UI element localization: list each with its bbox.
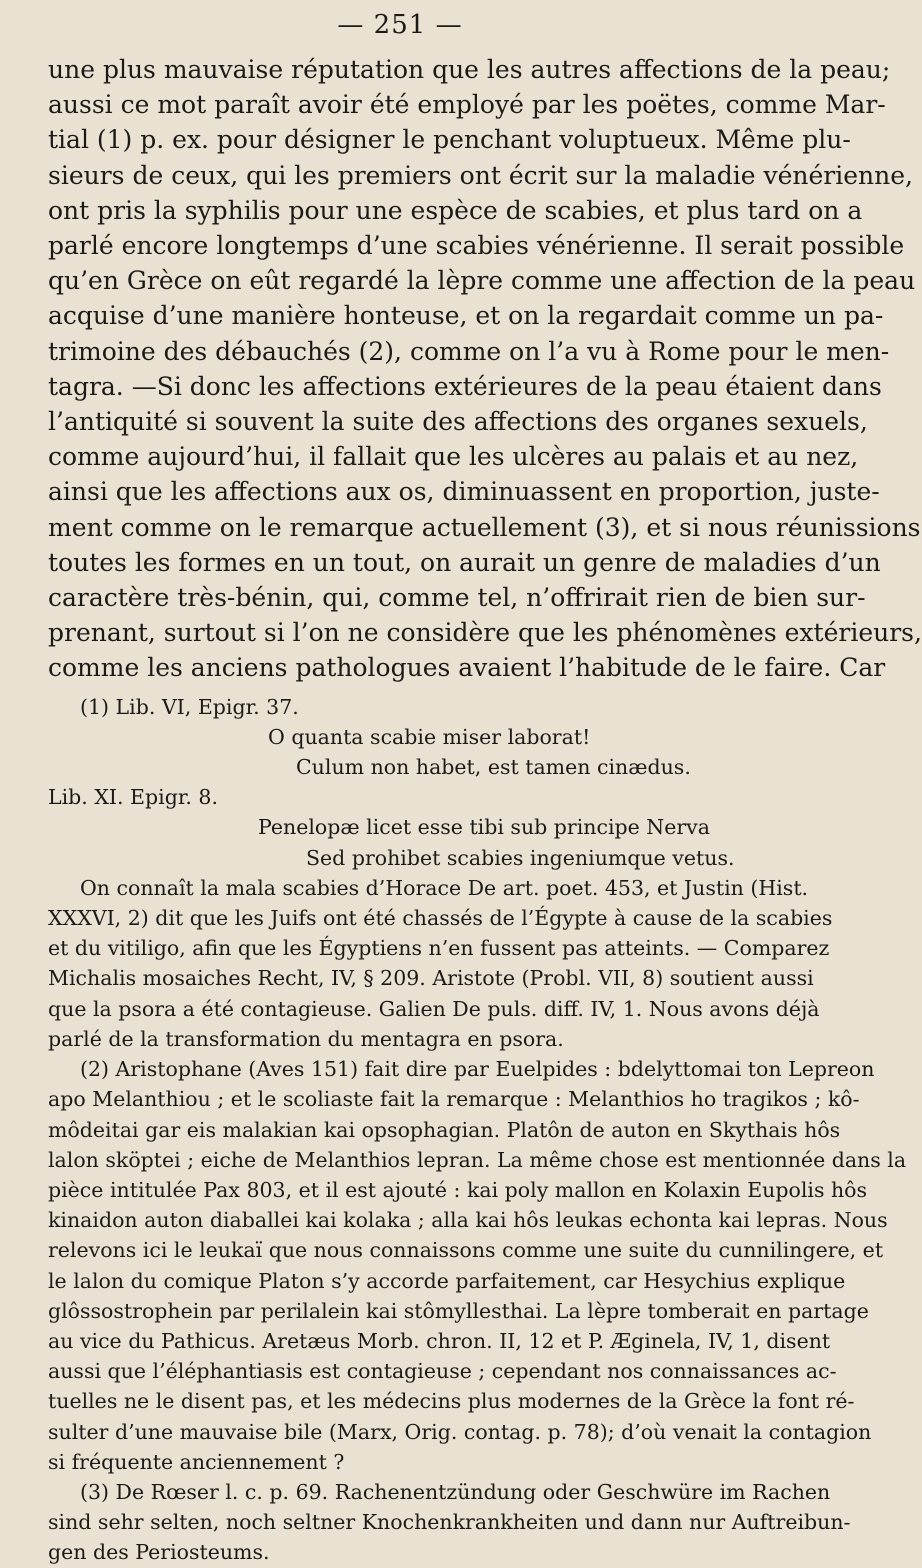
main-line: comme les anciens pathologues avaient l’habitude de le faire. Car bbox=[48, 653, 886, 683]
main-line: caractère très-bénin, qui, comme tel, n’offrirait rien de bien sur- bbox=[48, 583, 866, 613]
main-line: comme aujourd’hui, il fallait que les ulcères au palais et au nez, bbox=[48, 442, 859, 472]
footnote-2-line: sulter d’une mauvaise bile (Marx, Orig. contag. p. 78); d’où venait la contagion bbox=[48, 1419, 872, 1444]
footnote-1-verse: Penelopæ licet esse tibi sub principe Nerva bbox=[258, 815, 710, 840]
footnote-1-line: XXXVI, 2) dit que les Juifs ont été chassés de l’Égypte à cause de la scabies bbox=[48, 906, 833, 931]
footnote-3-line: sind sehr selten, noch seltner Knochenkrankheiten und dann nur Auftreibun- bbox=[48, 1510, 851, 1535]
footnote-1-verse: Culum non habet, est tamen cinædus. bbox=[296, 755, 691, 780]
footnote-2-line: kinaidon auton diaballei kai kolaka ; alla kai hôs leukas echonta kai lepras. Nous bbox=[48, 1208, 888, 1233]
footnote-1-line: Michalis mosaiches Recht, IV, § 209. Aristote (Probl. VII, 8) soutient aussi bbox=[48, 966, 814, 991]
main-text bbox=[48, 52, 922, 686]
main-line: qu’en Grèce on eût regardé la lèpre comme une affection de la peau bbox=[48, 266, 916, 296]
main-line: prenant, surtout si l’on ne considère que les phénomènes extérieurs, bbox=[48, 618, 922, 648]
footnote-3-line: gen des Periosteums. bbox=[48, 1540, 270, 1565]
main-line: ont pris la syphilis pour une espèce de scabies, et plus tard on a bbox=[48, 195, 863, 225]
main-line: parlé encore longtemps d’une scabies vénérienne. Il serait possible bbox=[48, 231, 905, 261]
footnote-2-line: au vice du Pathicus. Aretæus Morb. chron. II, 12 et P. Æginela, IV, 1, disent bbox=[48, 1328, 831, 1353]
main-line: tagra. —Si donc les affections extérieures de la peau étaient dans bbox=[48, 371, 882, 401]
footnote-2-line: le lalon du comique Platon s’y accorde parfaitement, car Hesychius explique bbox=[48, 1268, 846, 1293]
footnote-1-line: et du vitiligo, afin que les Égyptiens n’en fussent pas atteints. — Comparez bbox=[48, 936, 830, 961]
footnote-1-reference: (1) Lib. VI, Epigr. 37. bbox=[80, 694, 299, 719]
main-line: une plus mauvaise réputation que les autres affections de la peau; bbox=[48, 55, 891, 84]
main-line: acquise d’une manière honteuse, et on la regardait comme un pa- bbox=[48, 301, 884, 331]
main-line: l’antiquité si souvent la suite des affections des organes sexuels, bbox=[48, 407, 868, 437]
page-number: — 251 — bbox=[337, 10, 463, 40]
main-line: toutes les formes en un tout, on aurait un genre de maladies d’un bbox=[48, 547, 881, 577]
footnote-2-line: tuelles ne le disent pas, et les médecins plus modernes de la Grèce la font ré- bbox=[48, 1389, 855, 1414]
footnote-2-line: môdeitai gar eis malakian kai opsophagian. Platôn de auton en Skythais hôs bbox=[48, 1117, 841, 1142]
footnote-2-line: relevons ici le leukaï que nous connaissons comme une suite du cunnilingere, et bbox=[48, 1238, 884, 1263]
footnote-2-line: pièce intitulée Pax 803, et il est ajouté : kai poly mallon en Kolaxin Eupolis hôs bbox=[48, 1177, 868, 1202]
footnote-2-line: apo Melanthiou ; et le scoliaste fait la remarque : Melanthios ho tragikos ; kô- bbox=[48, 1087, 860, 1112]
footnote-1-verse: Sed prohibet scabies ingeniumque vetus. bbox=[306, 845, 735, 870]
footnote-1-verse: O quanta scabie miser laborat! bbox=[268, 724, 591, 749]
footnote-1-line: que la psora a été contagieuse. Galien De puls. diff. IV, 1. Nous avons déjà bbox=[48, 996, 820, 1021]
main-line: tial (1) p. ex. pour désigner le penchant voluptueux. Même plu- bbox=[48, 125, 851, 155]
footnote-2-line: si fréquente anciennement ? bbox=[48, 1449, 345, 1474]
footnote-2-line: glôssostrophein par perilalein kai stômyllesthai. La lèpre tomberait en partage bbox=[48, 1298, 869, 1323]
main-line: aussi ce mot paraît avoir été employé par les poëtes, comme Mar- bbox=[48, 90, 886, 120]
footnote-2-line: aussi que l’éléphantiasis est contagieuse ; cependant nos connaissances ac- bbox=[48, 1359, 837, 1384]
main-line: ainsi que les affections aux os, diminuassent en proportion, juste- bbox=[48, 477, 880, 507]
footnote-2-line: (2) Aristophane (Aves 151) fait dire par Euelpides : bdelyttomai ton Lepreon bbox=[80, 1057, 875, 1082]
footnote-1-line: On connaît la mala scabies d’Horace De art. poet. 453, et Justin (Hist. bbox=[80, 875, 809, 900]
footnote-2-line: lalon sköptei ; eiche de Melanthios lepran. La même chose est mentionnée dans la bbox=[48, 1147, 907, 1172]
footnotes bbox=[48, 692, 907, 1568]
footnote-1-line: parlé de la transformation du mentagra en psora. bbox=[48, 1026, 564, 1051]
main-line: ment comme on le remarque actuellement (3), et si nous réunissions bbox=[48, 512, 921, 542]
footnote-1-reference: Lib. XI. Epigr. 8. bbox=[48, 785, 218, 810]
main-line: trimoine des débauchés (2), comme on l’a vu à Rome pour le men- bbox=[48, 336, 890, 366]
main-line: sieurs de ceux, qui les premiers ont écrit sur la maladie vénérienne, bbox=[48, 160, 913, 190]
footnote-3-line: (3) De Rœser l. c. p. 69. Rachenentzündung oder Geschwüre im Rachen bbox=[80, 1479, 831, 1504]
